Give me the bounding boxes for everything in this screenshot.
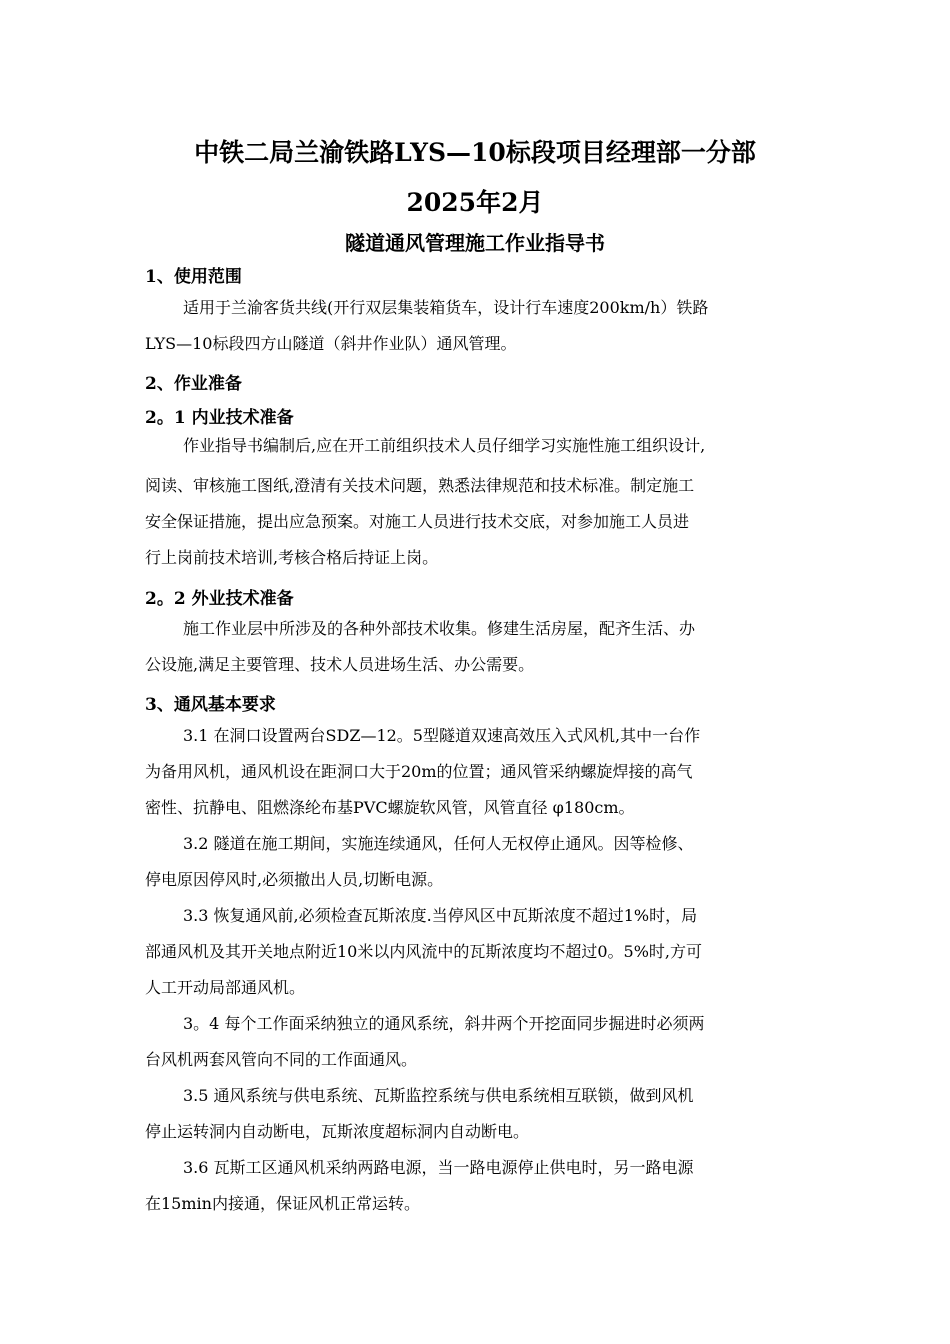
paragraph-line: 人工开动局部通风机。 [145,978,306,997]
section-3-heading: 3、通风基本要求 [145,695,276,715]
section-2-heading: 2、作业准备 [145,374,242,394]
section-2-2-heading: 2。2 外业技术准备 [145,589,294,609]
paragraph-line: 停止运转洞内自动断电，瓦斯浓度超标洞内自动断电。 [145,1122,530,1141]
paragraph-line: 阅读、审核施工图纸,澄清有关技术问题，熟悉法律规范和技术标准。制定施工 [145,476,695,495]
paragraph-line: 为备用风机，通风机设在距洞口大于20m的位置；通风管采纳螺旋焊接的高气 [145,762,693,781]
paragraph-line: 3。4 每个工作面采纳独立的通风系统，斜井两个开挖面同步掘进时必须两 [183,1014,705,1033]
paragraph-line: 作业指导书编制后,应在开工前组织技术人员仔细学习实施性施工组织设计, [183,436,706,455]
paragraph-line: 适用于兰渝客货共线(开行双层集装箱货车，设计行车速度200km/h）铁路 [183,298,709,317]
paragraph-line: 在15min内接通，保证风机正常运转。 [145,1194,420,1213]
document-date: 2025年2月 [406,188,544,217]
paragraph-line: 3.3 恢复通风前,必须检查瓦斯浓度.当停风区中瓦斯浓度不超过1%时，局 [183,906,698,925]
paragraph-line: 3.1 在洞口设置两台SDZ—12。5型隧道双速高效压入式风机,其中一台作 [183,726,701,745]
paragraph-line: 部通风机及其开关地点附近10米以内风流中的瓦斯浓度均不超过0。5%时,方可 [145,942,703,961]
paragraph-line: 3.5 通风系统与供电系统、瓦斯监控系统与供电系统相互联锁，做到风机 [183,1086,694,1105]
paragraph-line: 密性、抗静电、阻燃涤纶布基PVC螺旋软风管，风管直径 φ180cm。 [145,798,635,817]
paragraph-line: 施工作业层中所涉及的各种外部技术收集。修建生活房屋，配齐生活、办 [183,619,696,638]
paragraph-line: 停电原因停风时,必须撤出人员,切断电源。 [145,870,444,889]
paragraph-line: 3.2 隧道在施工期间，实施连续通风，任何人无权停止通风。因等检修、 [183,834,694,853]
section-2-1-heading: 2。1 内业技术准备 [145,408,294,428]
paragraph-line: LYS—10标段四方山隧道（斜井作业队）通风管理。 [145,334,517,353]
document-title: 隧道通风管理施工作业指导书 [345,231,605,255]
paragraph-line: 行上岗前技术培训,考核合格后持证上岗。 [145,548,439,567]
paragraph-line: 台风机两套风管向不同的工作面通风。 [145,1050,418,1069]
paragraph-line: 3.6 瓦斯工区通风机采纳两路电源，当一路电源停止供电时，另一路电源 [183,1158,694,1177]
org-title: 中铁二局兰渝铁路LYS—10标段项目经理部一分部 [194,138,756,167]
paragraph-line: 安全保证措施，提出应急预案。对施工人员进行技术交底，对参加施工人员进 [145,512,690,531]
section-1-heading: 1、使用范围 [145,267,242,287]
paragraph-line: 公设施,满足主要管理、技术人员进场生活、办公需要。 [145,655,535,674]
